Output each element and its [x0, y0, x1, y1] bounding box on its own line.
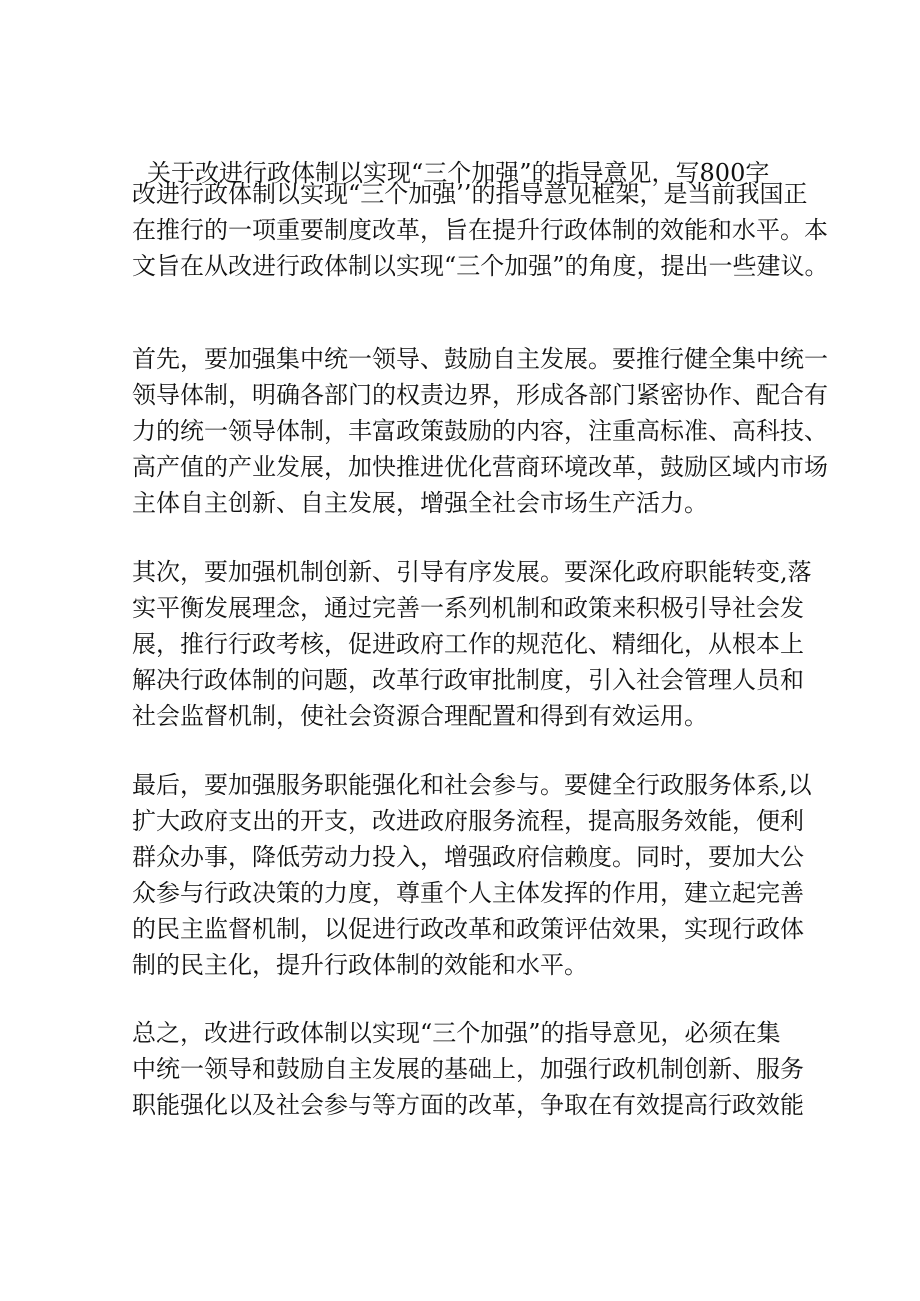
paragraph-line: 制的民主化，提升行政体制的效能和水平。	[132, 951, 588, 979]
paragraph-line: 首先，要加强集中统一领导、鼓励自主发展。要推行健全集中统一	[132, 345, 828, 373]
paragraph-line: 社会监督机制，使社会资源合理配置和得到有效运用。	[132, 702, 708, 730]
paragraph-line: 解决行政体制的问题，改革行政审批制度，引入社会管理人员和	[132, 666, 804, 694]
paragraph-intro	[132, 176, 829, 284]
paragraph-line: 职能强化以及社会参与等方面的改革，争取在有效提高行政效能	[132, 1091, 804, 1119]
paragraph-line: 众参与行政决策的力度，尊重个人主体发挥的作用，建立起完善	[132, 879, 804, 907]
paragraph-line: 中统一领导和鼓励自主发展的基础上，加强行政机制创新、服务	[132, 1055, 804, 1083]
paragraph-line: 其次，要加强机制创新、引导有序发展。要深化政府职能转变,落	[132, 558, 812, 586]
paragraph-line: 展，推行行政考核，促进政府工作的规范化、精细化，从根本上	[132, 630, 804, 658]
paragraph-line: 的民主监督机制，以促进行政改革和政策评估效果，实现行政体	[132, 915, 804, 943]
paragraph-line: 群众办事，降低劳动力投入，增强政府信赖度。同时，要加大公	[132, 843, 804, 871]
paragraph-line: 高产值的产业发展，加快推进优化营商环境改革，鼓励区域内市场	[132, 453, 828, 481]
paragraph-line: 领导体制，明确各部门的权责边界，形成各部门紧密协作、配合有	[132, 381, 828, 409]
paragraph-line: 在推行的一项重要制度改革，旨在提升行政体制的效能和水平。本	[132, 216, 828, 244]
paragraph-third-point	[132, 767, 812, 983]
paragraph-line: 改进行政体制以实现“三个加强’’的指导意见框架，是当前我国正	[132, 180, 808, 208]
paragraph-second-point	[132, 554, 812, 734]
document-title: 关于改进行政体制以实现“三个加强”的指导意见，写800字	[147, 159, 770, 187]
paragraph-line: 主体自主创新、自主发展，增强全社会市场生产活力。	[132, 489, 708, 517]
paragraph-line: 文旨在从改进行政体制以实现“三个加强”的角度，提出一些建议。	[132, 252, 829, 280]
paragraph-line: 总之，改进行政体制以实现“三个加强”的指导意见，必须在集	[132, 1019, 781, 1047]
paragraph-line: 力的统一领导体制，丰富政策鼓励的内容，注重高标准、高科技、	[132, 417, 828, 445]
paragraph-line: 实平衡发展理念，通过完善一系列机制和政策来积极引导社会发	[132, 594, 804, 622]
paragraph-line: 最后，要加强服务职能强化和社会参与。要健全行政服务体系,以	[132, 771, 812, 799]
paragraph-first-point	[132, 341, 828, 521]
paragraph-line: 扩大政府支出的开支，改进政府服务流程，提高服务效能，便利	[132, 807, 804, 835]
paragraph-conclusion	[132, 1015, 804, 1123]
